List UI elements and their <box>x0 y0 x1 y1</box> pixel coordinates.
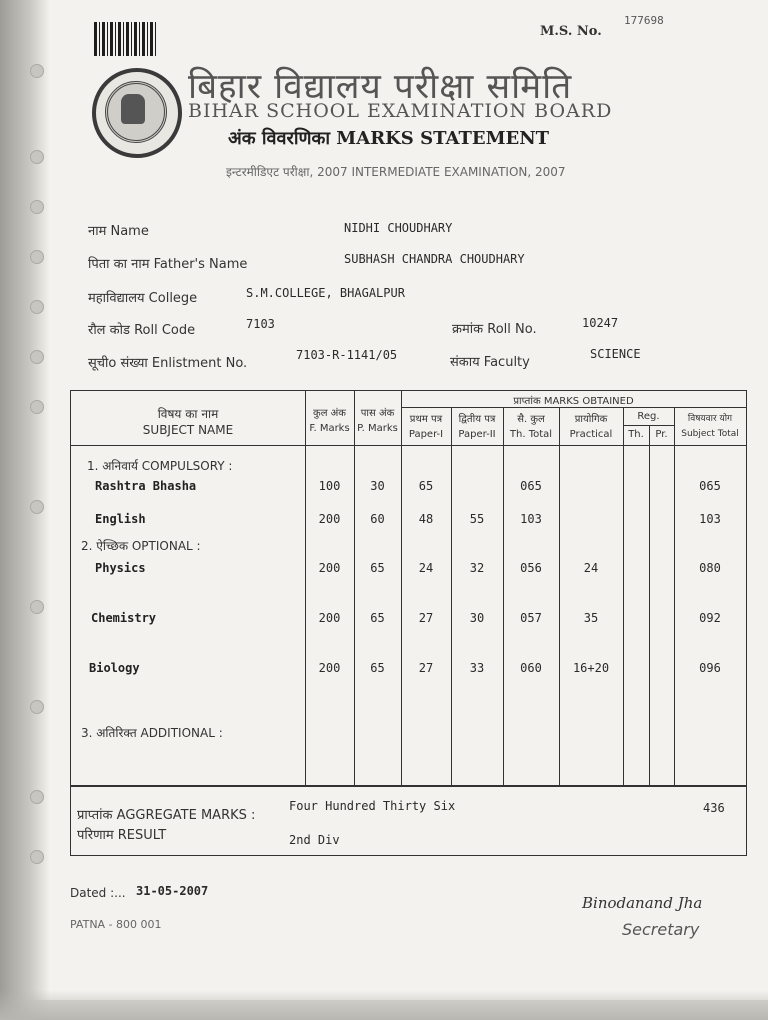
header-pass-en: P. Marks <box>357 423 398 434</box>
signature: Binodanand Jha <box>582 894 703 912</box>
subject-total: 103 <box>699 512 721 526</box>
theory-total: 103 <box>520 512 542 526</box>
pass-marks: 65 <box>370 611 385 625</box>
roll-no-label: क्रमांक Roll No. <box>452 322 537 337</box>
subject-total: 065 <box>699 479 721 493</box>
theory-total: 065 <box>520 479 542 493</box>
table-divider <box>305 391 306 785</box>
pass-marks: 65 <box>370 661 385 675</box>
binder-hole <box>30 150 44 164</box>
result-label: परिणाम RESULT <box>77 828 167 843</box>
table-divider <box>674 407 675 785</box>
binder-hole <box>30 300 44 314</box>
header-thtotal-hi: सै. कुल <box>517 414 545 425</box>
table-divider <box>71 445 746 446</box>
pass-marks: 65 <box>370 561 385 575</box>
header-reg-pr: Pr. <box>655 429 668 440</box>
theory-total: 057 <box>520 611 542 625</box>
pass-marks: 60 <box>370 512 385 526</box>
name-value: NIDHI CHOUDHARY <box>344 221 453 235</box>
header-paper2-hi: द्वितीय पत्र <box>458 414 496 425</box>
secretary-label: Secretary <box>622 920 700 939</box>
table-divider <box>401 391 402 785</box>
section-compulsory: 1. अनिवार्य COMPULSORY : <box>87 459 233 473</box>
table-divider <box>503 407 504 785</box>
header-paper2-en: Paper-II <box>458 429 496 440</box>
enlistment-value: 7103-R-1141/05 <box>296 348 398 362</box>
header-reg-th: Th. <box>628 429 644 440</box>
statement-title: अंक विवरणिका MARKS STATEMENT <box>228 128 550 149</box>
theory-total: 056 <box>520 561 542 575</box>
practical-marks: 24 <box>583 561 599 575</box>
subject-total: 092 <box>699 611 721 625</box>
paper2-marks: 55 <box>469 512 485 526</box>
paper1-marks: 24 <box>418 561 434 575</box>
full-marks: 100 <box>318 479 341 493</box>
aggregate-words: Four Hundred Thirty Six <box>289 799 456 813</box>
table-divider <box>623 407 624 785</box>
binder-hole <box>30 500 44 514</box>
table-divider <box>649 425 650 785</box>
full-marks: 200 <box>318 561 341 575</box>
header-full-en: F. Marks <box>309 423 350 434</box>
enlistment-label: सूचीo संख्या Enlistment No. <box>88 356 248 371</box>
table-divider <box>451 407 452 785</box>
subject-name: English <box>95 512 146 526</box>
full-marks: 200 <box>318 611 341 625</box>
paper2-marks: 33 <box>469 661 485 675</box>
binder-hole <box>30 250 44 264</box>
subject-name: Biology <box>89 661 140 675</box>
binder-hole <box>30 790 44 804</box>
table-divider <box>71 785 746 787</box>
college-label: महाविद्यालय College <box>88 291 198 306</box>
subject-total: 096 <box>699 661 721 675</box>
result-value: 2nd Div <box>289 833 340 847</box>
section-additional: 3. अतिरिक्त ADDITIONAL : <box>81 726 223 740</box>
subject-name: Chemistry <box>91 611 157 625</box>
aggregate-label: प्राप्तांक AGGREGATE MARKS : <box>77 808 256 823</box>
pass-marks: 30 <box>370 479 385 493</box>
barcode <box>94 22 158 56</box>
bottom-shade <box>0 990 768 1020</box>
aggregate-value: 436 <box>703 801 725 815</box>
seal-emblem <box>121 94 145 124</box>
ms-no-value: 177698 <box>624 14 664 27</box>
paper1-marks: 65 <box>418 479 434 493</box>
binder-hole <box>30 200 44 214</box>
header-subject-total-hi: विषयवार योग <box>687 414 733 424</box>
ms-no-label: M.S. No. <box>540 24 602 39</box>
roll-code-label: रौल कोड Roll Code <box>88 323 196 338</box>
header-subject-hi: विषय का नाम <box>157 407 219 421</box>
header-marks-obtained: प्राप्तांक MARKS OBTAINED <box>513 396 634 407</box>
header-reg: Reg. <box>637 411 660 422</box>
header-thtotal-en: Th. Total <box>509 429 553 440</box>
dated-label: Dated :... <box>70 886 126 900</box>
binder-hole <box>30 600 44 614</box>
roll-code-value: 7103 <box>246 317 275 331</box>
father-label: पिता का नाम Father's Name <box>88 257 248 272</box>
header-practical-en: Practical <box>569 429 613 440</box>
theory-total: 060 <box>520 661 542 675</box>
binder-hole <box>30 350 44 364</box>
binder-hole <box>30 64 44 78</box>
table-divider <box>401 407 746 408</box>
header-subject-en: SUBJECT NAME <box>142 423 234 437</box>
college-value: S.M.COLLEGE, BHAGALPUR <box>246 286 405 300</box>
dated-value: 31-05-2007 <box>136 884 209 898</box>
header-pass-hi: पास अंक <box>360 408 395 419</box>
binder-hole <box>30 400 44 414</box>
subject-total: 080 <box>699 561 721 575</box>
place-label: PATNA - 800 001 <box>70 918 162 931</box>
marks-table <box>70 390 747 856</box>
header-paper1-en: Paper-I <box>408 429 444 440</box>
paper2-marks: 32 <box>469 561 485 575</box>
faculty-value: SCIENCE <box>590 347 641 361</box>
paper1-marks: 27 <box>418 611 434 625</box>
roll-no-value: 10247 <box>582 316 619 330</box>
subject-name: Physics <box>95 561 146 575</box>
board-title-english: BIHAR SCHOOL EXAMINATION BOARD <box>188 100 613 122</box>
paper1-marks: 27 <box>418 661 434 675</box>
board-title-hindi: बिहार विद्यालय परीक्षा समिति <box>188 67 573 107</box>
paper2-marks: 30 <box>469 611 485 625</box>
faculty-label: संकाय Faculty <box>450 355 530 370</box>
paper1-marks: 48 <box>418 512 434 526</box>
table-divider <box>354 391 355 785</box>
exam-line: इन्टरमीडिएट परीक्षा, 2007 INTERMEDIATE EXAMINATION, 2007 <box>226 165 566 179</box>
binder-hole <box>30 700 44 714</box>
subject-name: Rashtra Bhasha <box>95 479 197 493</box>
header-practical-hi: प्रायोगिक <box>574 414 608 425</box>
header-full-hi: कुल अंक <box>313 408 346 419</box>
father-value: SUBHASH CHANDRA CHOUDHARY <box>344 252 525 266</box>
section-optional: 2. ऐच्छिक OPTIONAL : <box>81 539 201 553</box>
name-label: नाम Name <box>88 224 149 239</box>
binder-hole <box>30 850 44 864</box>
header-paper1-hi: प्रथम पत्र <box>409 414 443 425</box>
full-marks: 200 <box>318 661 341 675</box>
practical-marks: 35 <box>583 611 599 625</box>
table-divider <box>623 425 674 426</box>
practical-marks: 16+20 <box>572 661 610 675</box>
full-marks: 200 <box>318 512 341 526</box>
table-divider <box>559 407 560 785</box>
header-subject-total-en: Subject Total <box>681 429 739 439</box>
board-seal-logo <box>92 68 182 158</box>
